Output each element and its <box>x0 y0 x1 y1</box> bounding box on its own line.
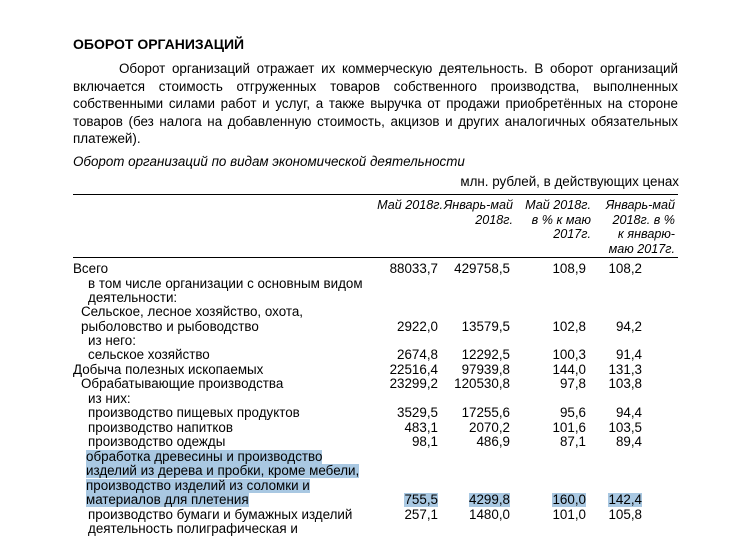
col-header-jan-may-2018: Январь-май 2018г. <box>443 198 513 227</box>
row-label: Обрабатывающие производства <box>81 376 284 391</box>
cell-may-2018: 2922,0 <box>397 319 438 334</box>
cell-may-2018: 3529,5 <box>397 405 438 420</box>
table-row <box>73 348 678 362</box>
table-row <box>73 305 678 319</box>
table-row <box>73 435 678 449</box>
cell-may-pct: 101,0 <box>552 507 586 522</box>
cell-jan-may-2018: 120530,8 <box>454 376 510 391</box>
table-row <box>73 406 678 420</box>
cell-jan-may-2018: 12292,5 <box>461 347 510 362</box>
cell-jan-may-pct: 108,2 <box>608 261 642 276</box>
table-row <box>73 334 678 348</box>
row-label: обработка древесины и производство <box>86 449 323 464</box>
cell-may-2018: 22516,4 <box>389 362 438 377</box>
table-row <box>73 421 678 435</box>
cell-may-2018: 483,1 <box>404 420 438 435</box>
row-label: производство изделий из соломки и <box>86 478 310 493</box>
cell-may-pct: 100,3 <box>552 347 586 362</box>
cell-may-pct: 95,6 <box>559 405 586 420</box>
cell-may-2018: 88033,7 <box>389 261 438 276</box>
cell-may-pct: 87,1 <box>559 434 586 449</box>
col-header-may-pct: Май 2018г. в % к маю 2017г. <box>525 198 591 241</box>
cell-jan-may-2018: 17255,6 <box>461 405 510 420</box>
cell-may-pct: 97,8 <box>559 376 586 391</box>
page-heading: ОБОРОТ ОРГАНИЗАЦИЙ <box>73 36 245 52</box>
col-header-jan-may-pct: Январь-май 2018г. в % к январю- маю 2017г. <box>605 198 675 256</box>
cell-may-pct: 102,8 <box>552 319 586 334</box>
cell-may-2018: 2674,8 <box>397 347 438 362</box>
table-row <box>73 363 678 377</box>
table-row <box>73 392 678 406</box>
table-row <box>73 377 678 391</box>
row-label: материалов для плетения <box>86 492 249 507</box>
table-row-continuation <box>73 479 678 493</box>
table-row <box>73 277 678 291</box>
row-label: рыболовство и рыбоводство <box>81 319 259 334</box>
cell-jan-may-2018: 1480,0 <box>469 507 510 522</box>
intro-paragraph: Оборот организаций отражает их коммерческую деятельность. В оборот организаций включается стоимость отгруженных товаров собственного производства, выполненных собственными силами работ и услуг, а также выручка от продажи приобретённых на стороне товаров (без налога на добавленную стоимость, акцизов и других аналогичных обязательных платежей). <box>73 61 678 147</box>
table-row-continuation <box>73 464 678 478</box>
row-label: Добыча полезных ископаемых <box>73 362 264 377</box>
row-label: деятельности: <box>88 290 178 305</box>
cell-jan-may-pct: 89,4 <box>615 434 642 449</box>
table-units: млн. рублей, в действующих ценах <box>460 174 679 189</box>
cell-jan-may-pct: 94,2 <box>615 319 642 334</box>
row-label: Всего <box>73 261 109 276</box>
cell-may-2018: 257,1 <box>404 507 438 522</box>
row-label: из них: <box>88 391 131 406</box>
row-label: деятельность полиграфическая и <box>88 521 298 536</box>
cell-jan-may-pct: 103,5 <box>608 420 642 435</box>
table-row-agriculture-sector <box>73 320 678 334</box>
row-label: Сельское, лесное хозяйство, охота, <box>81 304 304 319</box>
col-header-may-2018: Май 2018г. <box>377 198 443 212</box>
cell-may-2018: 23299,2 <box>389 376 438 391</box>
row-label: в том числе организации с основным видом <box>88 276 363 291</box>
row-label: производство напитков <box>88 420 233 435</box>
row-label: сельское хозяйство <box>88 347 210 362</box>
cell-jan-may-2018: 429758,5 <box>454 261 510 276</box>
cell-jan-may-pct: 91,4 <box>615 347 642 362</box>
cell-may-pct: 160,0 <box>552 492 586 507</box>
table-row-continuation <box>73 291 678 305</box>
cell-may-2018: 755,5 <box>404 492 438 507</box>
cell-jan-may-2018: 97939,8 <box>461 362 510 377</box>
cell-may-pct: 108,9 <box>552 261 586 276</box>
cell-jan-may-pct: 103,8 <box>608 376 642 391</box>
cell-jan-may-pct: 94,4 <box>615 405 642 420</box>
row-label: из него: <box>88 333 136 348</box>
cell-jan-may-2018: 4299,8 <box>469 492 510 507</box>
cell-jan-may-pct: 105,8 <box>608 507 642 522</box>
row-label: производство одежды <box>88 434 226 449</box>
row-label: изделий из дерева и пробки, кроме мебели, <box>86 463 360 478</box>
cell-may-pct: 101,6 <box>552 420 586 435</box>
row-label: производство пищевых продуктов <box>88 405 300 420</box>
cell-jan-may-2018: 13579,5 <box>461 319 510 334</box>
row-label: производство бумаги и бумажных изделий <box>88 507 353 522</box>
cell-may-pct: 144,0 <box>552 362 586 377</box>
cell-jan-may-2018: 2070,2 <box>469 420 510 435</box>
table-row-highlighted <box>73 450 678 464</box>
table-top-rule <box>73 194 678 195</box>
cell-jan-may-2018: 486,9 <box>476 434 510 449</box>
table-row-highlighted-values <box>73 493 678 507</box>
cell-may-2018: 98,1 <box>411 434 438 449</box>
table-subtitle: Оборот организаций по видам экономической деятельности <box>73 154 465 169</box>
table-header-rule <box>73 257 678 258</box>
table-row-total <box>73 262 678 276</box>
cell-jan-may-pct: 142,4 <box>608 492 642 507</box>
cell-jan-may-pct: 131,3 <box>608 362 642 377</box>
table-row <box>73 508 678 522</box>
table-row <box>73 522 678 536</box>
